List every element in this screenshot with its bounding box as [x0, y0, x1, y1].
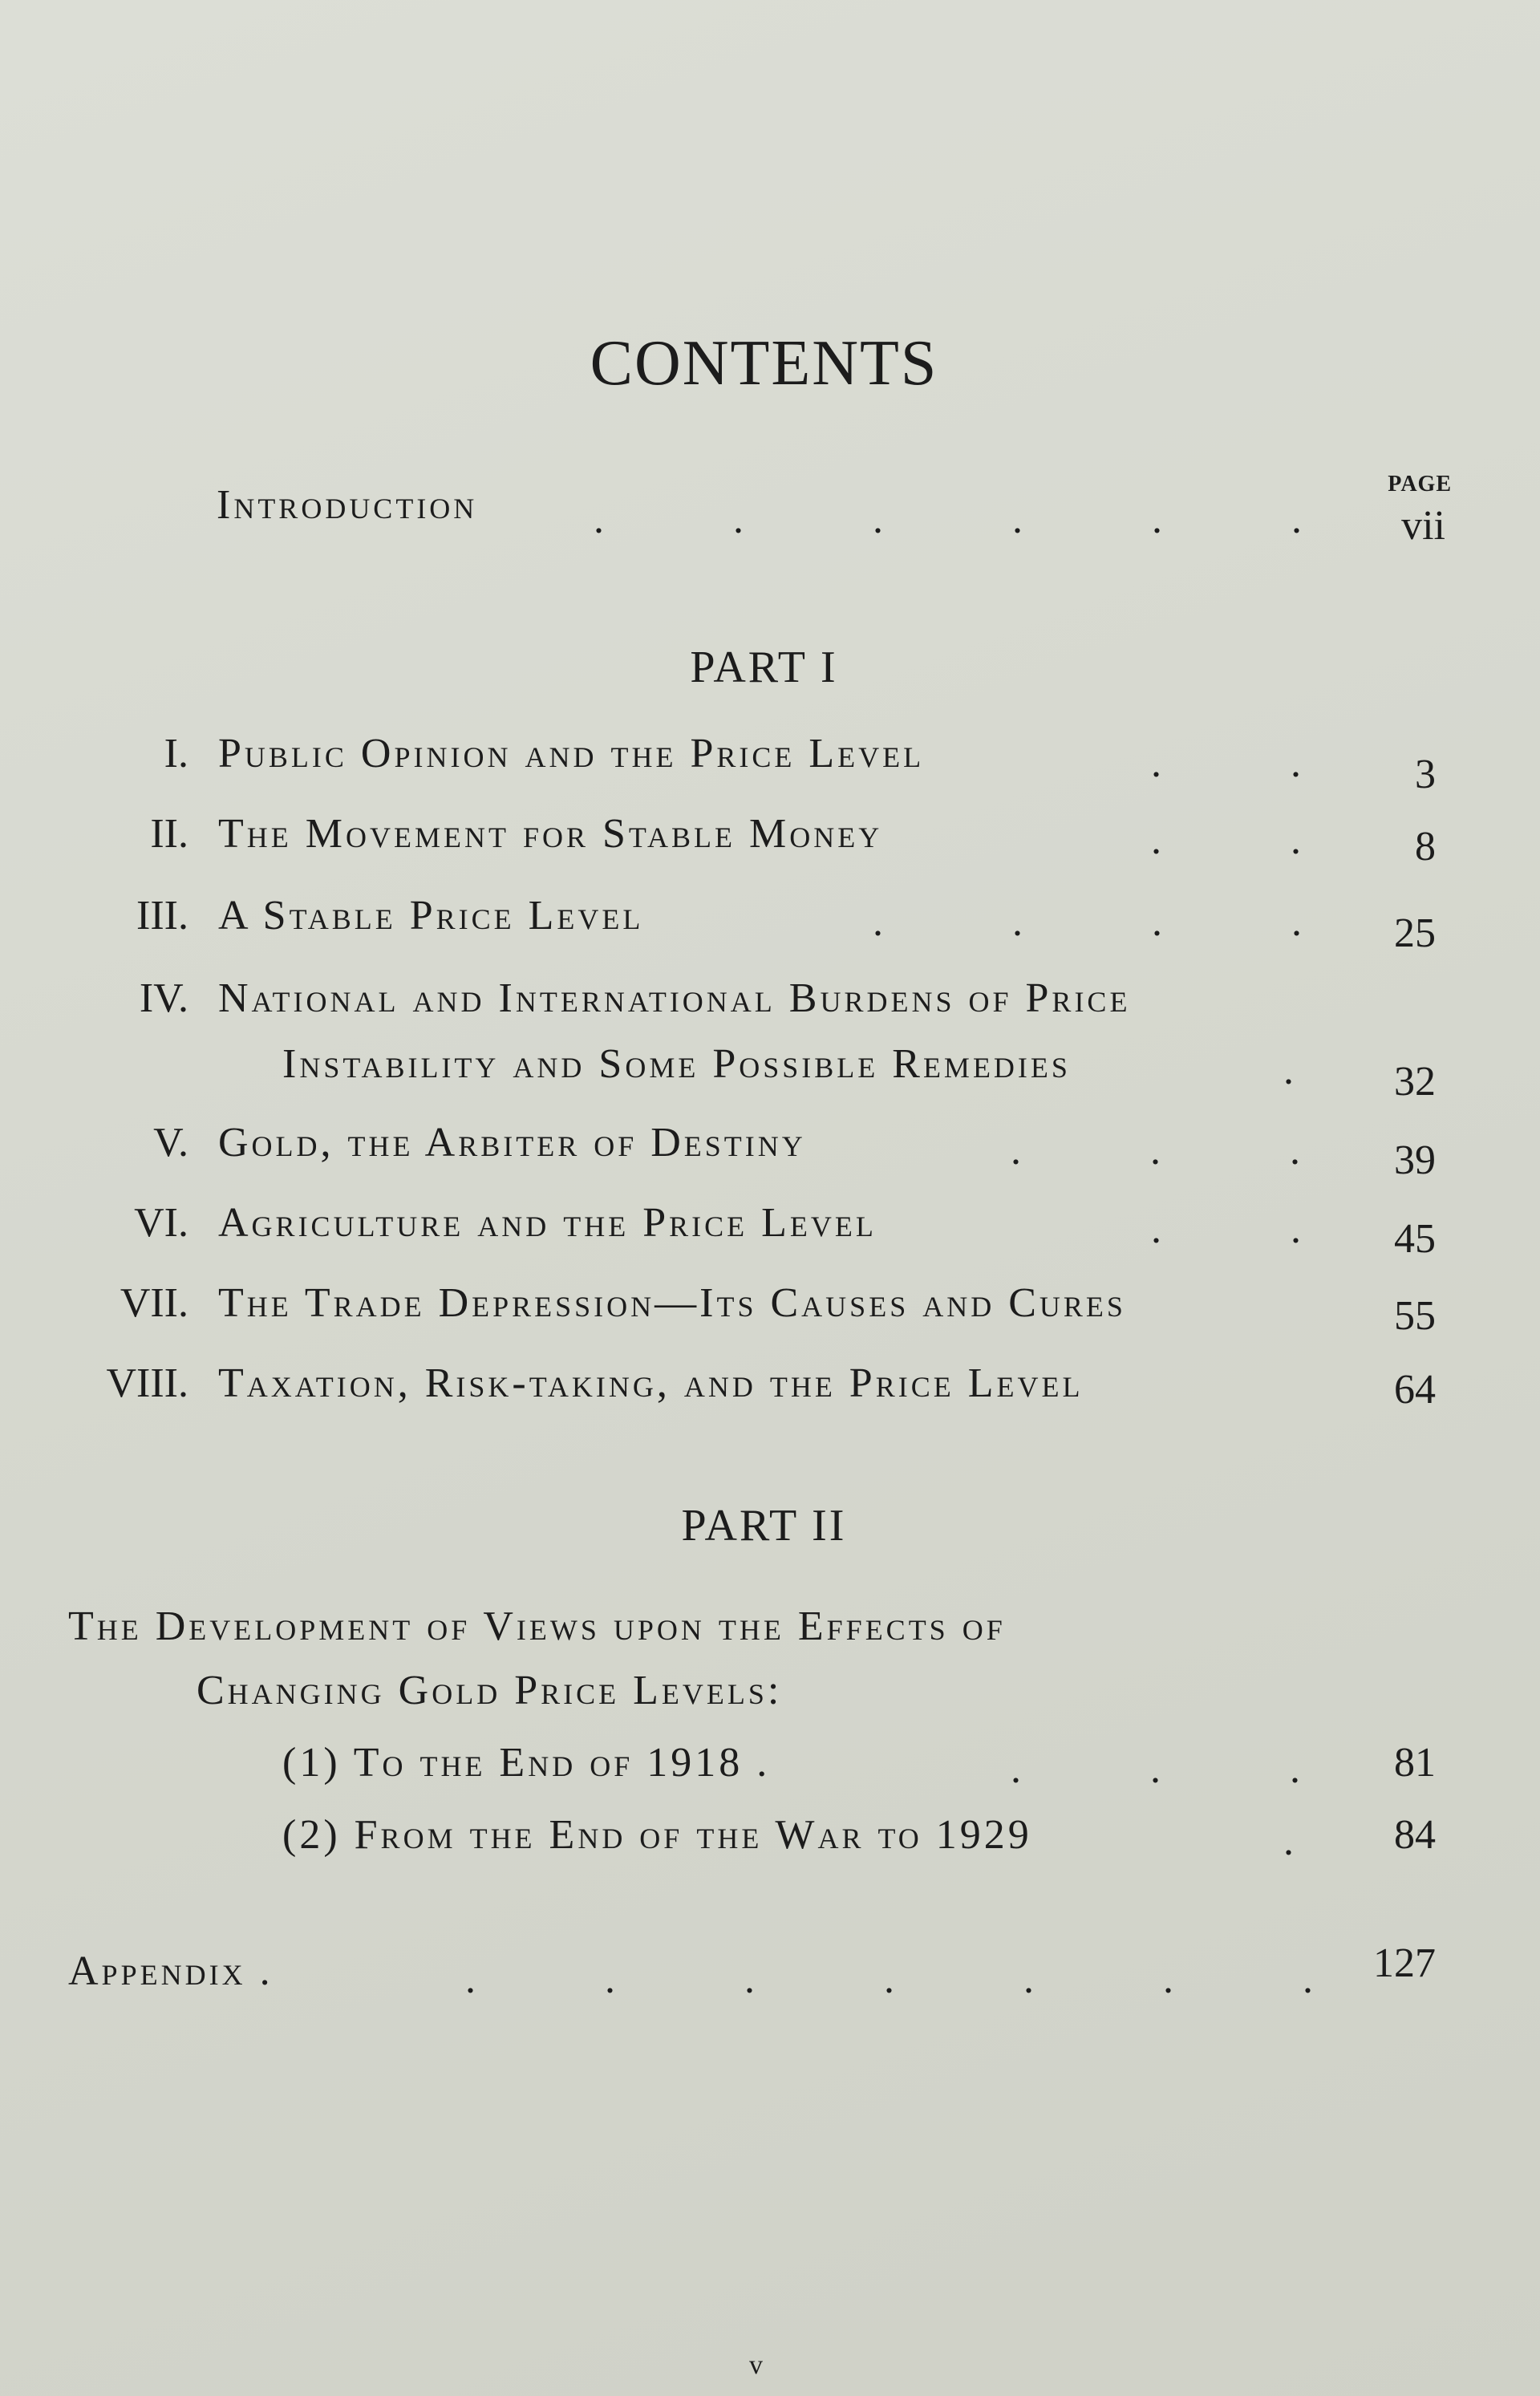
leader-dots: . . . . — [873, 899, 1302, 945]
toc-entry-title: The Trade Depression—Its Causes and Cures — [218, 1280, 1126, 1326]
chapter-number: III. — [136, 893, 188, 939]
toc-entry-appendix[interactable] — [0, 1940, 1540, 2004]
toc-entry-title: Introduction — [217, 482, 478, 528]
part2-intro — [0, 1667, 1540, 1723]
toc-entry-title: (2) From the End of the War to 1929 — [282, 1812, 1032, 1858]
part-heading: PART II — [681, 1501, 847, 1551]
chapter-number: VI. — [134, 1200, 188, 1246]
toc-entry-title: Appendix . — [68, 1948, 274, 1994]
toc-entry-page: 39 — [1394, 1137, 1436, 1183]
toc-entry-page: 32 — [1394, 1059, 1436, 1105]
chapter-number: VII. — [120, 1280, 188, 1326]
toc-entry-page: 84 — [1394, 1812, 1436, 1858]
part2-intro — [0, 1603, 1540, 1659]
part2-intro-line: Changing Gold Price Levels: — [197, 1668, 783, 1713]
toc-entry-title: The Movement for Stable Money — [218, 811, 883, 857]
toc-entry-chapter[interactable] — [0, 810, 1540, 870]
chapter-number: VIII. — [106, 1360, 188, 1406]
leader-dots: . . — [1151, 817, 1301, 863]
toc-entry-page: 3 — [1415, 752, 1436, 797]
toc-entry-page: 8 — [1415, 824, 1436, 870]
leader-dots: . . . . . . — [594, 497, 1302, 542]
toc-entry-title: Gold, the Arbiter of Destiny — [218, 1120, 806, 1166]
toc-entry-page: vii — [1401, 503, 1445, 549]
toc-entry-page: 81 — [1394, 1740, 1436, 1786]
toc-entry-title: (1) To the End of 1918 . — [282, 1740, 771, 1786]
toc-entry-page: 64 — [1394, 1367, 1436, 1413]
toc-entry-title: Instability and Some Possible Remedies — [282, 1041, 1071, 1087]
toc-entry-page: 45 — [1394, 1216, 1436, 1262]
toc-entry-subsection[interactable] — [0, 1811, 1540, 1867]
chapter-number: II. — [150, 811, 188, 857]
toc-entry-chapter[interactable] — [0, 892, 1540, 956]
chapter-number: IV. — [139, 975, 188, 1021]
toc-entry-chapter[interactable] — [0, 1119, 1540, 1183]
part2-intro-line: The Development of Views upon the Effects of — [68, 1603, 1006, 1649]
leader-dots: . . — [1151, 1206, 1301, 1252]
toc-entry-chapter-continued[interactable] — [0, 1040, 1540, 1105]
chapter-number: V. — [153, 1120, 188, 1166]
toc-entry-chapter[interactable] — [0, 1199, 1540, 1262]
toc-entry-page: 55 — [1394, 1293, 1436, 1339]
toc-entry-title: Taxation, Risk-taking, and the Price Level — [218, 1360, 1084, 1406]
contents-heading: CONTENTS — [590, 328, 938, 399]
leader-dots: . . . . . . . — [465, 1956, 1313, 2002]
leader-dots: . — [1283, 1818, 1294, 1864]
toc-entry-page: 25 — [1394, 910, 1436, 956]
toc-entry-title: A Stable Price Level — [218, 893, 644, 939]
leader-dots: . . . — [1011, 1746, 1300, 1792]
part-heading: PART I — [690, 643, 838, 692]
toc-entry-title: Public Opinion and the Price Level — [218, 731, 925, 776]
toc-entry-title: Agriculture and the Price Level — [218, 1200, 877, 1246]
toc-entry-chapter[interactable] — [0, 1360, 1540, 1416]
toc-entry-chapter[interactable] — [0, 975, 1540, 1031]
toc-entry-subsection[interactable] — [0, 1739, 1540, 1795]
leader-dots: . — [1283, 1048, 1294, 1093]
page-folio: v — [749, 2350, 763, 2380]
toc-entry-page: 127 — [1373, 1940, 1436, 1986]
chapter-number: I. — [164, 731, 188, 776]
leader-dots: . . — [1151, 740, 1301, 786]
page-column-label: PAGE — [1388, 472, 1452, 497]
leader-dots: . . . — [1011, 1128, 1300, 1174]
toc-entry-chapter[interactable] — [0, 1279, 1540, 1339]
toc-entry-chapter[interactable] — [0, 730, 1540, 797]
toc-entry-introduction[interactable] — [0, 481, 1540, 549]
toc-entry-title: National and International Burdens of Price — [218, 975, 1131, 1021]
